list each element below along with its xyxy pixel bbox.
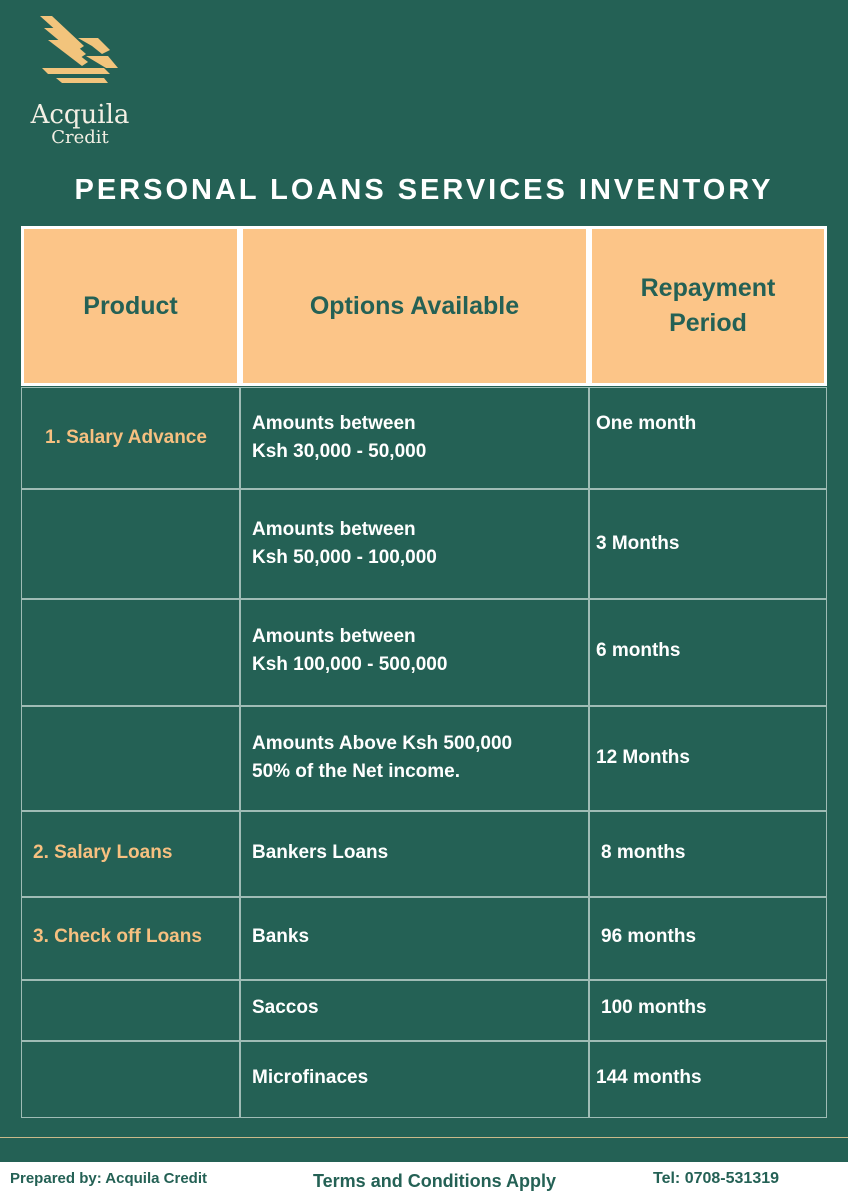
table-row-4-product-cell	[21, 706, 240, 811]
row-3-option-line1: Amounts between	[252, 626, 416, 647]
footer-bar	[0, 1162, 848, 1200]
row-6-option: Banks	[252, 926, 310, 947]
row-4-option-line1: Amounts Above Ksh 500,000	[252, 733, 513, 754]
row-2-period: 3 Months	[596, 533, 680, 554]
header-repayment-line1: Repayment	[640, 274, 776, 302]
telephone-text: Tel: 0708-531319	[653, 1170, 780, 1187]
table-row-8-product-cell	[21, 1041, 240, 1118]
footer-divider	[0, 1137, 848, 1138]
row-5-product: 2. Salary Loans	[33, 842, 173, 863]
header-repayment-line2: Period	[669, 309, 747, 337]
header-product	[21, 226, 240, 386]
row-4-period: 12 Months	[596, 747, 690, 768]
row-2-option-line2: Ksh 50,000 - 100,000	[252, 547, 437, 568]
logo-name-line2: Credit	[51, 127, 109, 148]
row-1-option-line1: Amounts between	[252, 413, 416, 434]
row-3-period: 6 months	[596, 640, 681, 661]
page-title: PERSONAL LOANS SERVICES INVENTORY	[74, 174, 774, 206]
row-1-period: One month	[596, 413, 697, 434]
company-logo	[30, 16, 140, 148]
row-1-product: 1. Salary Advance	[45, 427, 207, 448]
eagle-wing-icon	[38, 16, 124, 88]
row-6-period: 96 months	[601, 926, 697, 947]
row-7-option: Saccos	[252, 997, 319, 1018]
table-row-3-product-cell	[21, 599, 240, 706]
row-4-option-line2: 50% of the Net income.	[252, 761, 460, 782]
row-5-option: Bankers Loans	[252, 842, 389, 863]
header-options	[240, 226, 589, 386]
header-options-label: Options Available	[309, 291, 520, 320]
row-1-option-line2: Ksh 30,000 - 50,000	[252, 441, 427, 462]
row-3-option-line2: Ksh 100,000 - 500,000	[252, 654, 448, 675]
prepared-by-text: Prepared by: Acquila Credit	[10, 1170, 207, 1187]
header-product-label: Product	[83, 291, 178, 320]
row-8-option: Microfinaces	[252, 1067, 369, 1088]
row-6-product: 3. Check off Loans	[33, 926, 202, 947]
table-row-7-product-cell	[21, 980, 240, 1041]
table-row-2-product-cell	[21, 489, 240, 599]
table-row-1-period-cell	[589, 387, 827, 489]
terms-text: Terms and Conditions Apply	[313, 1171, 557, 1191]
logo-name-line1: Acquila	[30, 100, 130, 130]
row-2-option-line1: Amounts between	[252, 519, 416, 540]
header-repayment	[589, 226, 827, 386]
row-5-period: 8 months	[601, 842, 686, 863]
row-7-period: 100 months	[601, 997, 707, 1018]
row-8-period: 144 months	[596, 1067, 702, 1088]
